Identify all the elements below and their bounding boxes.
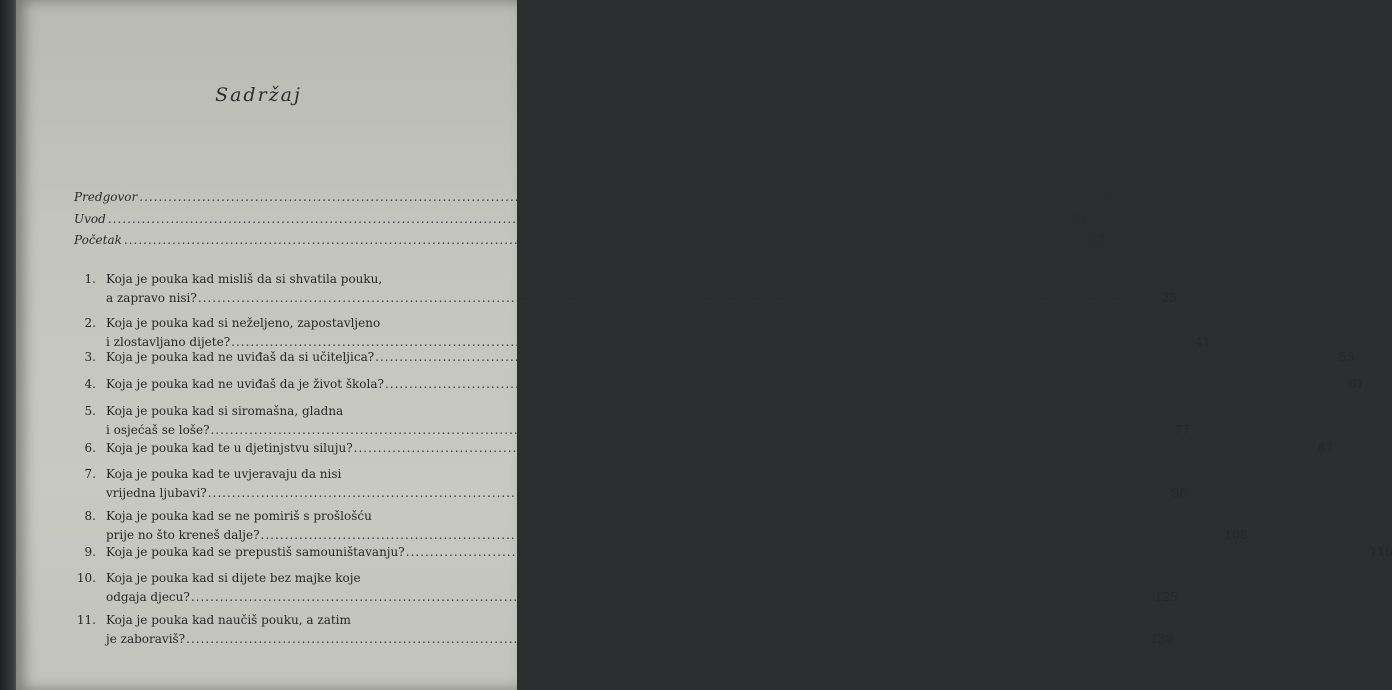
chapter-title-line: Koja je pouka kad se prepustiš samouništavanju? xyxy=(106,545,405,559)
page-number: 11 xyxy=(1072,212,1088,226)
chapter-number: 11. xyxy=(76,613,96,627)
toc-entry xyxy=(74,569,1178,607)
toc-entry xyxy=(74,465,1187,503)
dot-leader: ........................................................................................................................................................................................................ xyxy=(123,233,1087,247)
chapter-title-line: Koja je pouka kad misliš da si shvatila pouku, xyxy=(106,272,383,286)
chapter-number: 6. xyxy=(84,441,96,455)
front-matter-label: Početak xyxy=(74,233,122,247)
chapter-number: 8. xyxy=(84,509,96,523)
page-number: 61 xyxy=(1348,377,1365,391)
chapter-title-line: Koja je pouka kad si siromašna, gladna xyxy=(106,404,344,418)
chapter-title-line: Koja je pouka kad te uvjeravaju da nisi xyxy=(106,467,342,481)
chapter-number: 9. xyxy=(84,545,96,559)
dot-leader: ........................................................................................................................................................................................................ xyxy=(353,441,1317,455)
chapter-title-line: vrijedna ljubavi? xyxy=(106,486,207,500)
front-matter-item xyxy=(74,190,1112,204)
chapter-title-line: a zapravo nisi? xyxy=(106,291,197,305)
dot-leader: ........................................................................................................................................................................................................ xyxy=(197,291,1161,305)
front-matter-label: Uvod xyxy=(74,212,106,226)
toc-entry xyxy=(74,507,1248,545)
page-number: 87 xyxy=(1317,441,1333,455)
chapter-title-line: Koja je pouka kad se ne pomiriš s prošlošću xyxy=(106,509,372,523)
front-matter-label: Predgovor xyxy=(74,190,138,204)
chapter-title-line: Koja je pouka kad te u djetinjstvu siluju? xyxy=(106,441,353,455)
dot-leader: ........................................................................................................................................................................................................ xyxy=(186,632,1150,646)
front-matter-item xyxy=(74,212,1088,226)
dot-leader: ........................................................................................................................................................................................................ xyxy=(139,190,1103,204)
chapter-title-line: i osjećaš se loše? xyxy=(106,423,210,437)
chapter-title-line: i zlostavljano dijete? xyxy=(106,335,231,349)
dot-leader: ........................................................................................................................................................................................................ xyxy=(405,545,1369,559)
toc-entry xyxy=(74,439,1333,458)
dot-leader: ........................................................................................................................................................................................................ xyxy=(210,423,1174,437)
page-title: Sadržaj xyxy=(215,84,302,106)
chapter-title-line: Koja je pouka kad naučiš pouku, a zatim xyxy=(106,613,351,627)
page-number: 41 xyxy=(1195,335,1211,349)
page-number: 25 xyxy=(1161,291,1178,305)
dot-leader: ........................................................................................................................................................................................................ xyxy=(190,590,1154,604)
toc-entry xyxy=(74,611,1173,649)
chapter-number: 5. xyxy=(84,404,96,418)
chapter-title-line: je zaboraviš? xyxy=(106,632,186,646)
page-number: 125 xyxy=(1154,590,1178,604)
dot-leader: ........................................................................................................................................................................................................ xyxy=(384,377,1348,391)
chapter-title-line: Koja je pouka kad ne uviđaš da si učiteljica? xyxy=(106,350,375,364)
toc-entry xyxy=(74,348,1355,367)
chapter-number: 1. xyxy=(84,272,96,286)
toc-entry xyxy=(74,314,1211,352)
dot-leader: ........................................................................................................................................................................................................ xyxy=(231,335,1195,349)
chapter-title-line: odgaja djecu? xyxy=(106,590,190,604)
chapter-number: 3. xyxy=(84,350,96,364)
page-number: 17 xyxy=(1088,233,1105,247)
page-number: 138 xyxy=(1150,632,1173,646)
dot-leader: ........................................................................................................................................................................................................ xyxy=(260,528,1224,542)
chapter-number: 10. xyxy=(76,571,96,585)
chapter-number: 7. xyxy=(84,467,96,481)
page-number: 108 xyxy=(1224,528,1248,542)
dot-leader: ........................................................................................................................................................................................................ xyxy=(107,212,1071,226)
chapter-title-line: Koja je pouka kad si neželjeno, zapostavljeno xyxy=(106,316,381,330)
chapter-title-line: Koja je pouka kad ne uviđaš da je život škola? xyxy=(106,377,384,391)
page-number: 55 xyxy=(1339,350,1355,364)
toc-entry xyxy=(74,270,1178,308)
page-number: 96 xyxy=(1171,486,1187,500)
page-number: 9 xyxy=(1104,190,1112,204)
dot-leader: ........................................................................................................................................................................................................ xyxy=(375,350,1339,364)
toc-entry xyxy=(74,543,1392,562)
page-number: 116 xyxy=(1369,545,1392,559)
chapter-number: 4. xyxy=(84,377,96,391)
chapter-number: 2. xyxy=(84,316,96,330)
toc-entry xyxy=(74,402,1190,440)
front-matter-item xyxy=(74,233,1105,247)
chapter-title-line: prije no što kreneš dalje? xyxy=(106,528,260,542)
chapter-title-line: Koja je pouka kad si dijete bez majke koje xyxy=(106,571,361,585)
page-number: 77 xyxy=(1174,423,1190,437)
dot-leader: ........................................................................................................................................................................................................ xyxy=(207,486,1171,500)
toc-entry xyxy=(74,375,1365,394)
